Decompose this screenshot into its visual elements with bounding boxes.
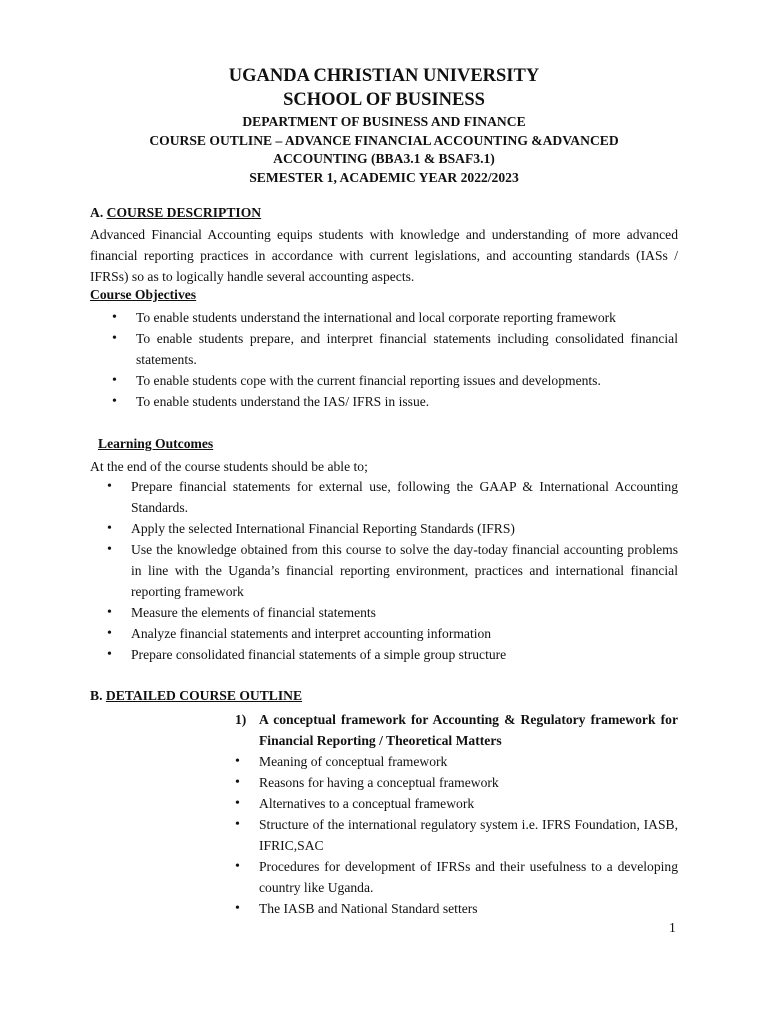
outcomes-list (131, 476, 678, 665)
section-a-prefix: A. (90, 205, 104, 220)
section-b-heading (90, 688, 302, 704)
learning-outcomes-title: Learning Outcomes (98, 436, 214, 451)
list-item: • Procedures for development of IFRSs and their usefulness to a developing country like Uganda. (259, 856, 678, 898)
topic-1-heading (235, 709, 678, 751)
section-b-title: DETAILED COURSE OUTLINE (105, 688, 303, 703)
department-name: DEPARTMENT OF BUSINESS AND FINANCE (242, 114, 526, 129)
list-item: • To enable students prepare, and interpret financial statements including consolidated financial statements. (136, 328, 678, 370)
page-number: 1 (669, 920, 676, 935)
list-item: • Structure of the international regulatory system i.e. IFRS Foundation, IASB, IFRIC,SAC (259, 814, 678, 856)
topic-1-number: 1) (235, 712, 247, 727)
list-item: • To enable students cope with the current financial reporting issues and developments. (136, 370, 678, 391)
section-a-title: COURSE DESCRIPTION (106, 205, 262, 220)
list-item: • The IASB and National Standard setters (259, 898, 678, 919)
list-item: • Analyze financial statements and interpret accounting information (131, 623, 678, 644)
school-name: SCHOOL OF BUSINESS (283, 90, 485, 110)
list-item: • Alternatives to a conceptual framework (259, 793, 678, 814)
semester-line: SEMESTER 1, ACADEMIC YEAR 2022/2023 (249, 169, 519, 185)
list-item: • Reasons for having a conceptual framework (259, 772, 678, 793)
list-item: • To enable students understand the international and local corporate reporting framework (136, 307, 678, 328)
university-name: UGANDA CHRISTIAN UNIVERSITY (228, 66, 540, 86)
course-description: Advanced Financial Accounting equips students with knowledge and understanding of more advanced financial reporting practices in accordance with current legislations, and accounting standards (IASs / IFRSs) so as to logically handle several accounting aspects. (90, 227, 678, 284)
list-item: • To enable students understand the IAS/ IFRS in issue. (136, 391, 678, 412)
list-item: • Measure the elements of financial statements (131, 602, 678, 623)
course-objectives-title: Course Objectives (90, 287, 197, 302)
section-a-heading (90, 205, 261, 221)
list-item: • Prepare financial statements for external use, following the GAAP & International Accounting Standards. (131, 476, 678, 518)
outcomes-intro: At the end of the course students should be able to; (90, 459, 368, 474)
list-item: • Prepare consolidated financial statements of a simple group structure (131, 644, 678, 665)
topic-1-list (259, 751, 678, 919)
list-item: • Meaning of conceptual framework (259, 751, 678, 772)
course-title-line2: ACCOUNTING (BBA3.1 & BSAF3.1) (273, 151, 495, 166)
document-header (0, 64, 768, 187)
topic-1-title: A conceptual framework for Accounting & Regulatory framework for Financial Reporting / Theoretical Matters (259, 712, 678, 748)
list-item: • Apply the selected International Financial Reporting Standards (IFRS) (131, 518, 678, 539)
section-b-prefix: B. (90, 688, 103, 703)
list-item: • Use the knowledge obtained from this course to solve the day-today financial accounting problems in line with the Uganda’s financial reporting environment, practices and international financial reporting framework (131, 539, 678, 602)
objectives-list (136, 307, 678, 412)
course-title-line1: COURSE OUTLINE – ADVANCE FINANCIAL ACCOUNTING &ADVANCED (149, 132, 619, 148)
